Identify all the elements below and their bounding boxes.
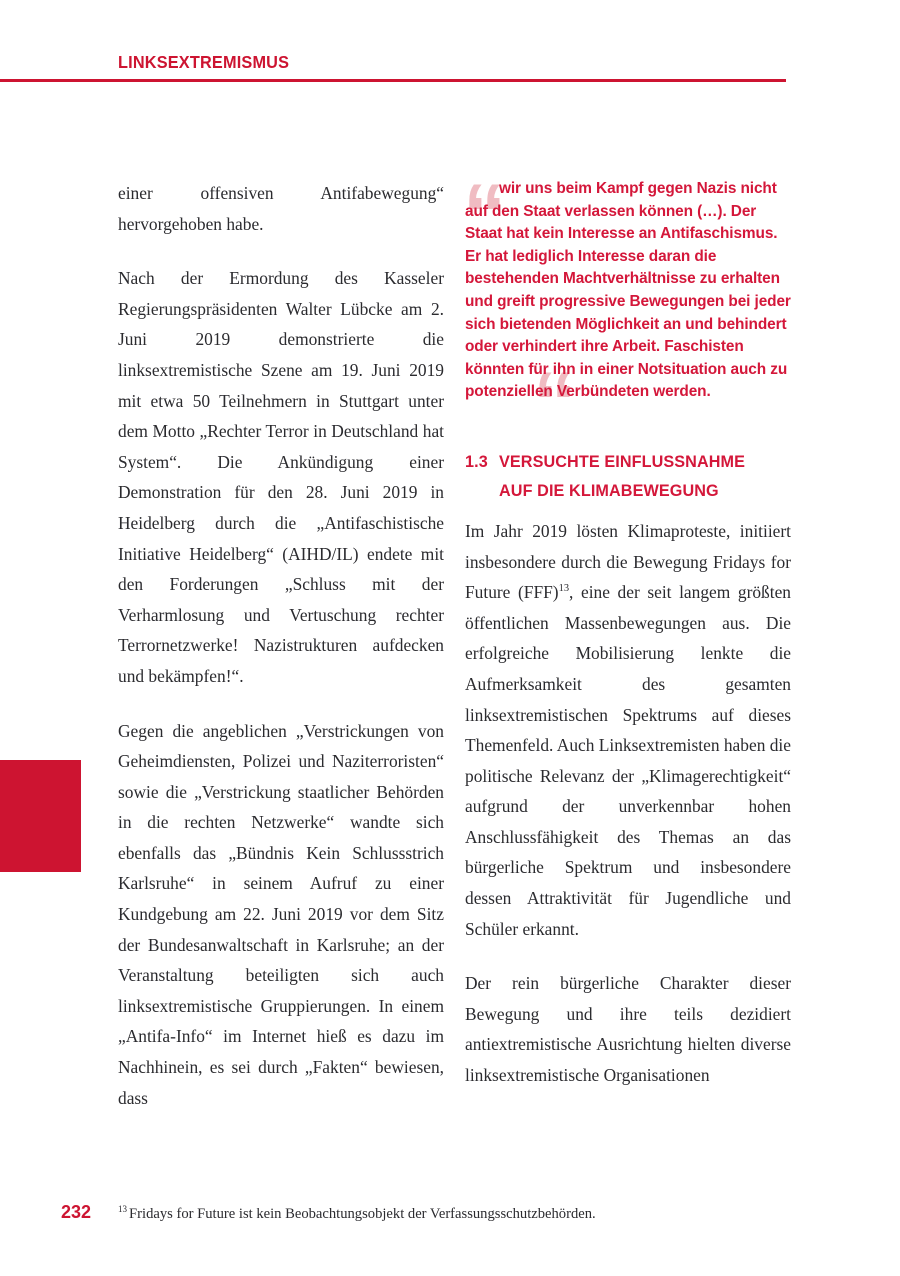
section-heading-line-1 xyxy=(465,448,791,477)
header-rule xyxy=(0,79,786,82)
paragraph: einer offensiven Antifabewegung“ hervorgehoben habe. xyxy=(118,183,444,234)
paragraph-with-footnote-marker xyxy=(465,516,791,944)
right-text-column xyxy=(463,167,791,1091)
section-heading-line-2: AUF DIE KLIMABEWEGUNG xyxy=(499,481,719,500)
margin-register-mark xyxy=(0,760,81,872)
section-number: 1.3 xyxy=(465,452,488,471)
left-text-column xyxy=(118,178,444,1113)
paragraph: Der rein bürgerliche Charakter dieser Bewegung und ihre teils dezidiert antiextremistische Ausrichtung hielten diverse linksextremistische Organisationen xyxy=(465,973,791,1086)
footnote-number: 13 xyxy=(118,1204,128,1215)
pull-quote xyxy=(463,167,791,451)
paragraph-text-after-marker: , eine der seit langem größten öffentlichen Massenbewegungen aus. Die erfolgreiche Mobilisierung lenkte die Aufmerksamkeit des gesamten linksextremistischen Spektrums auf dieses Themenfeld. Auch Linksextremisten haben die politische Relevanz der „Klimagerechtigkeit“ aufgrund der unverkennbar hohen Anschlussfähigkeit des Themas an das bürgerliche Spektrum und insbesondere dessen Attraktivität für Jugendliche und Schüler erkannt. xyxy=(465,582,791,939)
quote-open-mark-icon: “ xyxy=(463,167,506,263)
quote-close-mark-icon: “ xyxy=(533,355,576,451)
paragraph: Nach der Ermordung des Kasseler Regierungspräsidenten Walter Lübcke am 2. Juni 2019 demonstrierte die linksextremistische Szene am 19. Juni 2019 mit etwa 50 Teilnehmern in Stuttgart unter dem Motto „Rechter Terror in Deutschland hat System“. Die Ankündigung einer Demonstration für den 28. Juni 2019 in Heidelberg durch die „Antifaschistische Initiative Heidelberg“ (AIHD/IL) endete mit den Forderungen „Schluss mit der Verharmlosung und Vertuschung rechter Terrornetzwerke! Nazistrukturen aufdecken und bekämpfen!“. xyxy=(118,268,444,686)
pull-quote-text: wir uns beim Kampf gegen Nazis nicht auf den Staat verlassen können (…). Der Staat hat kein Interesse an Antifaschismus. Er hat lediglich Interesse daran die bestehenden Machtverhältnisse zu erhalten und greift progressive Bewegungen bei jeder sich bietenden Möglichkeit an und behindert oder verhindert ihre Arbeit. Faschisten könnten für ihn in einer Notsituation auch zu potenziellen Verbündeten werden. xyxy=(465,180,791,401)
footnote-marker: 13 xyxy=(558,583,570,595)
section-heading-text-1: VERSUCHTE EINFLUSSNAHME xyxy=(499,452,746,471)
page-header xyxy=(0,52,900,88)
paragraph-text-before-marker: Im Jahr 2019 lösten Klimaproteste, initiiert insbesondere durch die Bewegung Fridays for Future (FFF) xyxy=(465,520,791,603)
paragraph: Gegen die angeblichen „Verstrickungen von Geheimdiensten, Polizei und Naziterroristen“ sowie die „Verstrickung staatlicher Behörden in die rechten Netzwerke“ wandte sich ebenfalls das „Bündnis Kein Schlussstrich Karlsruhe“ in seinem Aufruf zu einer Kundgebung am 22. Juni 2019 vor dem Sitz der Bundesanwaltschaft in Karlsruhe; an der Veranstaltung beteiligten sich auch linksextremistische Gruppierungen. In einem „Antifa-Info“ im Internet hieß es dazu im Nachhinein, es sei durch „Fakten“ bewiesen, dass xyxy=(118,720,444,1108)
page-number: 232 xyxy=(61,1202,92,1222)
section-heading xyxy=(465,448,791,506)
page-footer xyxy=(0,1202,900,1242)
running-header-title: LINKSEXTREMISMUS xyxy=(118,52,290,72)
footnote-text: Fridays for Future ist kein Beobachtungsobjekt der Verfassungsschutzbehörden. xyxy=(129,1206,596,1222)
footnote xyxy=(118,1204,778,1224)
